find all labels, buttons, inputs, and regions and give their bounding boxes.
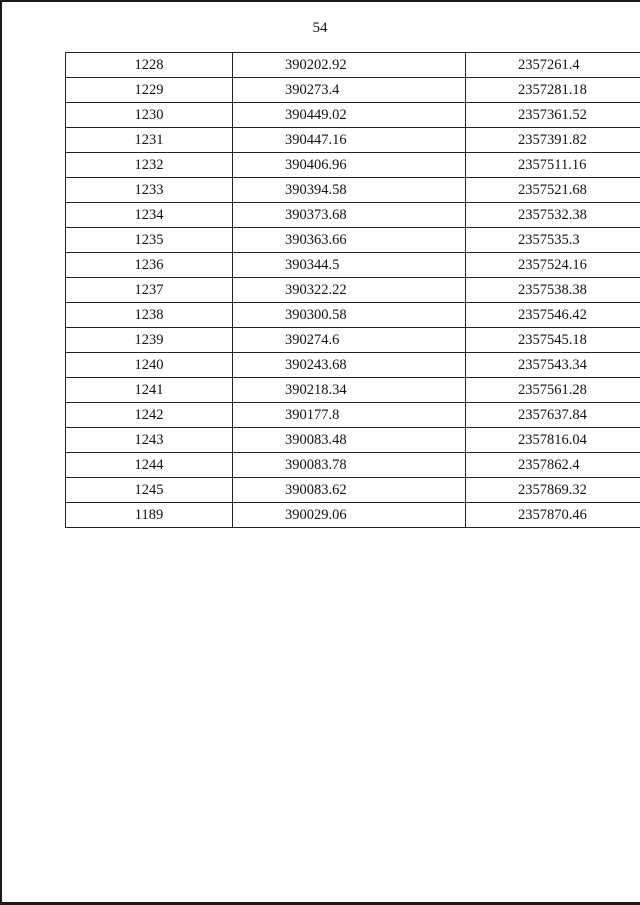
table-row — [66, 128, 640, 153]
y-coordinate-cell: 2357816.04 — [466, 428, 640, 453]
y-coordinate-cell: 2357870.46 — [466, 503, 640, 528]
x-coordinate-cell: 390218.34 — [233, 378, 466, 403]
x-coordinate-cell: 390344.5 — [233, 253, 466, 278]
table-row — [66, 203, 640, 228]
table-row — [66, 178, 640, 203]
table-row — [66, 403, 640, 428]
y-coordinate-cell: 2357535.3 — [466, 228, 640, 253]
table-row — [66, 453, 640, 478]
table-row — [66, 78, 640, 103]
x-coordinate-cell: 390300.58 — [233, 303, 466, 328]
x-coordinate-cell: 390273.4 — [233, 78, 466, 103]
scan-edge-left — [0, 0, 2, 905]
table-row — [66, 103, 640, 128]
point-number-cell: 1229 — [66, 78, 233, 103]
y-coordinate-cell: 2357524.16 — [466, 253, 640, 278]
point-number-cell: 1236 — [66, 253, 233, 278]
point-number-cell: 1232 — [66, 153, 233, 178]
x-coordinate-cell: 390083.78 — [233, 453, 466, 478]
x-coordinate-cell: 390274.6 — [233, 328, 466, 353]
page-number: 54 — [312, 20, 328, 36]
y-coordinate-cell: 2357391.82 — [466, 128, 640, 153]
point-number-cell: 1231 — [66, 128, 233, 153]
point-number-cell: 1241 — [66, 378, 233, 403]
x-coordinate-cell: 390447.16 — [233, 128, 466, 153]
point-number-cell: 1189 — [66, 503, 233, 528]
x-coordinate-cell: 390449.02 — [233, 103, 466, 128]
y-coordinate-cell: 2357561.28 — [466, 378, 640, 403]
y-coordinate-cell: 2357511.16 — [466, 153, 640, 178]
x-coordinate-cell: 390083.62 — [233, 478, 466, 503]
table-row — [66, 278, 640, 303]
point-number-cell: 1230 — [66, 103, 233, 128]
table-row — [66, 503, 640, 528]
point-number-cell: 1242 — [66, 403, 233, 428]
point-number-cell: 1238 — [66, 303, 233, 328]
y-coordinate-cell: 2357545.18 — [466, 328, 640, 353]
scan-edge-top — [0, 0, 640, 2]
point-number-cell: 1240 — [66, 353, 233, 378]
y-coordinate-cell: 2357521.68 — [466, 178, 640, 203]
y-coordinate-cell: 2357869.32 — [466, 478, 640, 503]
table-row — [66, 428, 640, 453]
table-row — [66, 53, 640, 78]
coordinates-table-body — [66, 53, 640, 528]
table-row — [66, 253, 640, 278]
point-number-cell: 1237 — [66, 278, 233, 303]
table-row — [66, 478, 640, 503]
point-number-cell: 1235 — [66, 228, 233, 253]
x-coordinate-cell: 390083.48 — [233, 428, 466, 453]
x-coordinate-cell: 390322.22 — [233, 278, 466, 303]
x-coordinate-cell: 390177.8 — [233, 403, 466, 428]
y-coordinate-cell: 2357538.38 — [466, 278, 640, 303]
point-number-cell: 1245 — [66, 478, 233, 503]
point-number-cell: 1243 — [66, 428, 233, 453]
y-coordinate-cell: 2357261.4 — [466, 53, 640, 78]
y-coordinate-cell: 2357546.42 — [466, 303, 640, 328]
point-number-cell: 1239 — [66, 328, 233, 353]
y-coordinate-cell: 2357361.52 — [466, 103, 640, 128]
x-coordinate-cell: 390363.66 — [233, 228, 466, 253]
point-number-cell: 1244 — [66, 453, 233, 478]
table-row — [66, 303, 640, 328]
x-coordinate-cell: 390243.68 — [233, 353, 466, 378]
x-coordinate-cell: 390394.58 — [233, 178, 466, 203]
y-coordinate-cell: 2357862.4 — [466, 453, 640, 478]
table-row — [66, 153, 640, 178]
point-number-cell: 1234 — [66, 203, 233, 228]
x-coordinate-cell: 390373.68 — [233, 203, 466, 228]
y-coordinate-cell: 2357281.18 — [466, 78, 640, 103]
coordinates-table — [65, 52, 640, 528]
y-coordinate-cell: 2357532.38 — [466, 203, 640, 228]
point-number-cell: 1228 — [66, 53, 233, 78]
y-coordinate-cell: 2357637.84 — [466, 403, 640, 428]
x-coordinate-cell: 390202.92 — [233, 53, 466, 78]
y-coordinate-cell: 2357543.34 — [466, 353, 640, 378]
table-row — [66, 353, 640, 378]
table-row — [66, 328, 640, 353]
x-coordinate-cell: 390406.96 — [233, 153, 466, 178]
table-row — [66, 228, 640, 253]
point-number-cell: 1233 — [66, 178, 233, 203]
table-row — [66, 378, 640, 403]
x-coordinate-cell: 390029.06 — [233, 503, 466, 528]
